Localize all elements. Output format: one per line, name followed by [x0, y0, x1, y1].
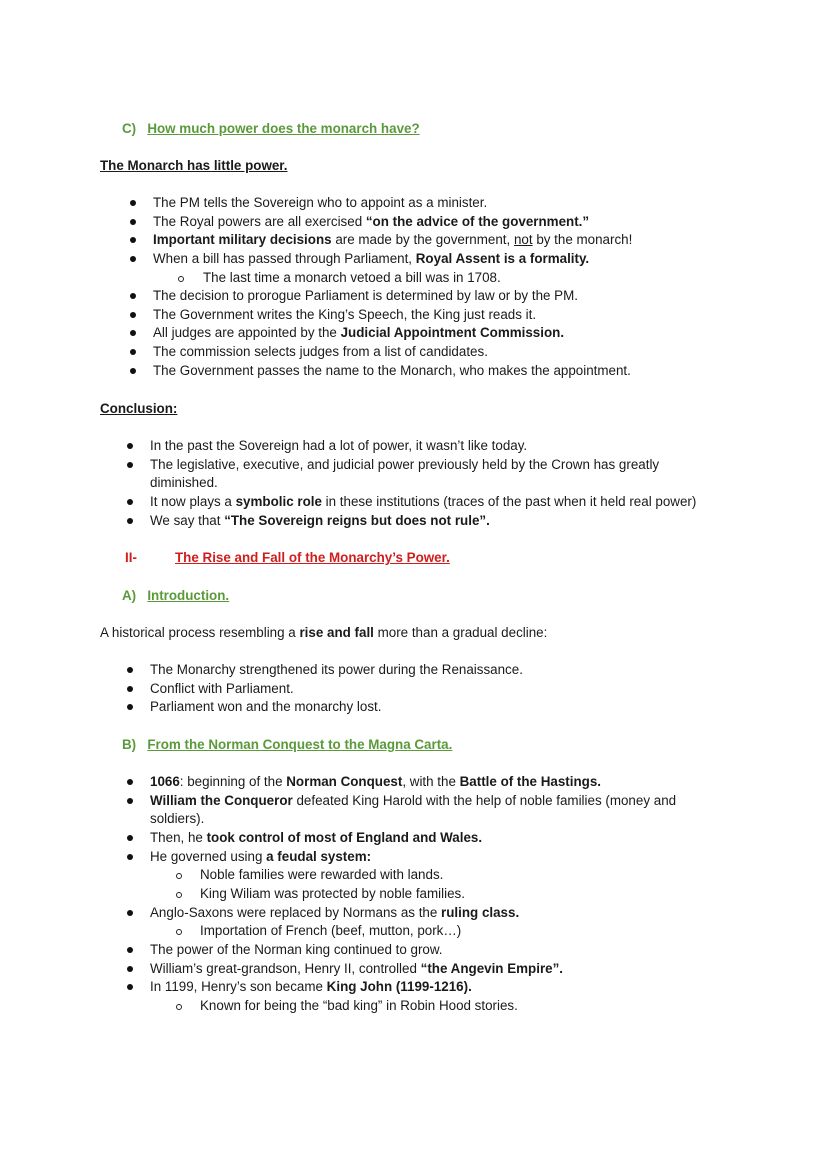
text-segment: A historical process resembling a	[100, 625, 300, 640]
list-item	[153, 250, 589, 268]
bullet-icon	[127, 667, 133, 673]
text-format	[147, 121, 419, 136]
bullet-icon	[127, 443, 133, 449]
list-item	[150, 456, 659, 474]
bullet-icon	[130, 200, 136, 206]
section-a-heading	[122, 587, 229, 605]
text-segment: Parliament won and the monarchy lost.	[150, 699, 382, 714]
list-item	[150, 773, 601, 791]
text-segment: Introduction.	[147, 588, 230, 603]
list-item	[153, 231, 632, 249]
bullet-icon	[127, 947, 133, 953]
bullet-icon	[127, 910, 133, 916]
text-segment: ruling class.	[441, 905, 520, 920]
sub-list-item	[200, 997, 518, 1015]
text-segment: symbolic role	[235, 494, 322, 509]
text-segment: Anglo-Saxons were replaced by Normans as the	[150, 905, 442, 920]
text-segment: Important military decisions	[153, 232, 332, 247]
sub-list-item	[200, 866, 443, 884]
sub-bullet-icon	[176, 929, 182, 935]
text-segment: Noble families were rewarded with lands.	[200, 867, 444, 882]
intro-paragraph	[100, 624, 547, 642]
text-segment: “The Sovereign reigns but does not rule”.	[224, 513, 490, 528]
text-segment: King John (1199-1216).	[326, 979, 472, 994]
bullet-icon	[127, 779, 133, 785]
bullet-icon	[127, 966, 133, 972]
text-segment: Known for being the “bad king” in Robin Hood stories.	[200, 998, 518, 1013]
bullet-icon	[127, 984, 133, 990]
list-item	[150, 680, 294, 698]
list-item	[153, 306, 536, 324]
sub-list-item	[200, 885, 465, 903]
text-segment: Judicial Appointment Commission.	[340, 325, 565, 340]
list-item-continuation	[150, 810, 204, 828]
text-segment: are made by the government,	[331, 232, 514, 247]
list-item	[150, 792, 676, 810]
bullet-icon	[130, 237, 136, 243]
text-segment: The decision to prorogue Parliament is determined by law or by the PM.	[153, 288, 578, 303]
section-c-heading	[122, 120, 420, 138]
text-format	[147, 737, 452, 752]
text-segment: Conflict with Parliament.	[150, 681, 294, 696]
list-item	[150, 661, 523, 679]
text-segment: B)	[122, 737, 137, 752]
text-segment: Battle of the Hastings.	[459, 774, 602, 789]
bullet-icon	[127, 499, 133, 505]
text-segment: “the Angevin Empire”.	[420, 961, 564, 976]
bullet-icon	[130, 349, 136, 355]
text-segment: The Royal powers are all exercised	[153, 214, 366, 229]
text-segment: Then, he	[150, 830, 207, 845]
text-format	[175, 550, 450, 565]
sub-bullet-icon	[178, 276, 184, 282]
sub-bullet-icon	[176, 1004, 182, 1010]
text-segment: We say that	[150, 513, 225, 528]
bullet-icon	[130, 219, 136, 225]
section-b-heading	[122, 736, 452, 754]
text-format	[100, 158, 288, 173]
text-segment: by the monarch!	[532, 232, 633, 247]
text-segment: In the past the Sovereign had a lot of power, it wasn’t like today.	[150, 438, 528, 453]
text-segment: The legislative, executive, and judicial power previously held by the Crown has greatly	[150, 457, 660, 472]
text-segment: diminished.	[150, 475, 218, 490]
bullet-icon	[130, 256, 136, 262]
text-segment: He governed using	[150, 849, 267, 864]
text-segment: II-	[125, 550, 137, 565]
text-segment: It now plays a	[150, 494, 236, 509]
sub-list-item	[200, 922, 461, 940]
text-segment: A)	[122, 588, 137, 603]
list-item	[150, 960, 563, 978]
text-segment: 1066	[150, 774, 180, 789]
sub-bullet-icon	[176, 892, 182, 898]
text-segment: took control of most of England and Wales.	[206, 830, 483, 845]
list-item	[150, 848, 371, 866]
list-item	[153, 343, 488, 361]
text-segment: Royal Assent is a formality.	[415, 251, 590, 266]
text-segment: The Government writes the King’s Speech, the King just reads it.	[153, 307, 537, 322]
section-title: How much power does the monarch have?	[147, 121, 420, 136]
list-item	[153, 194, 487, 212]
text-segment: , with the	[402, 774, 460, 789]
text-segment: The power of the Norman king continued to grow.	[150, 942, 443, 957]
list-item	[153, 287, 578, 305]
list-item	[150, 512, 490, 530]
list-item	[150, 978, 472, 996]
bullet-icon	[127, 518, 133, 524]
text-format	[147, 588, 229, 603]
text-segment: All judges are appointed by the	[153, 325, 341, 340]
list-item-continuation	[150, 474, 218, 492]
text-segment: soldiers).	[150, 811, 205, 826]
bullet-icon	[127, 798, 133, 804]
bullet-icon	[130, 293, 136, 299]
text-segment: more than a gradual decline:	[373, 625, 548, 640]
sub-bullet-icon	[176, 873, 182, 879]
text-segment: When a bill has passed through Parliament,	[153, 251, 416, 266]
text-segment: defeated King Harold with the help of noble families (money and	[292, 793, 677, 808]
sub-list-item	[203, 269, 501, 287]
bullet-icon	[127, 704, 133, 710]
text-segment: The commission selects judges from a list of candidates.	[153, 344, 488, 359]
text-segment: Importation of French (beef, mutton, pork…)	[200, 923, 462, 938]
conclusion-heading	[100, 400, 177, 418]
text-segment: not	[513, 232, 533, 247]
bullet-icon	[127, 686, 133, 692]
text-segment: The PM tells the Sovereign who to appoint as a minister.	[153, 195, 488, 210]
list-item	[150, 829, 482, 847]
section-label: C)	[122, 121, 137, 136]
text-segment: The Rise and Fall of the Monarchy’s Power.	[175, 550, 450, 565]
bullet-icon	[130, 330, 136, 336]
bullet-icon	[127, 462, 133, 468]
subheading-little-power	[100, 157, 288, 175]
bullet-icon	[130, 312, 136, 318]
bullet-icon	[127, 854, 133, 860]
list-item	[150, 437, 527, 455]
list-item	[150, 904, 519, 922]
bullet-icon	[130, 368, 136, 374]
list-item	[150, 941, 443, 959]
list-item	[150, 493, 696, 511]
list-item	[153, 213, 589, 231]
text-segment: Norman Conquest	[286, 774, 403, 789]
list-item	[153, 324, 564, 342]
text-segment: Conclusion:	[100, 401, 178, 416]
text-segment: The Government passes the name to the Monarch, who makes the appointment.	[153, 363, 631, 378]
text-segment: rise and fall	[299, 625, 374, 640]
list-item	[150, 698, 381, 716]
part-ii-label	[125, 549, 137, 567]
text-segment: a feudal system:	[266, 849, 372, 864]
text-segment: “on the advice of the government.”	[365, 214, 590, 229]
text-segment: The last time a monarch vetoed a bill was in 1708.	[203, 270, 501, 285]
part-ii-title	[175, 549, 450, 567]
text-format	[100, 401, 177, 416]
text-segment: King Wiliam was protected by noble families.	[200, 886, 465, 901]
text-segment: in these institutions (traces of the past when it held real power)	[321, 494, 697, 509]
subheading-text: The Monarch has little power.	[100, 158, 288, 173]
text-segment: From the Norman Conquest to the Magna Carta.	[147, 737, 453, 752]
text-segment: The Monarchy strengthened its power during the Renaissance.	[150, 662, 523, 677]
text-segment: : beginning of the	[179, 774, 287, 789]
text-segment: In 1199, Henry’s son became	[150, 979, 327, 994]
bullet-icon	[127, 835, 133, 841]
text-segment: William the Conqueror	[150, 793, 293, 808]
list-item	[153, 362, 631, 380]
text-segment: William’s great-grandson, Henry II, controlled	[150, 961, 421, 976]
